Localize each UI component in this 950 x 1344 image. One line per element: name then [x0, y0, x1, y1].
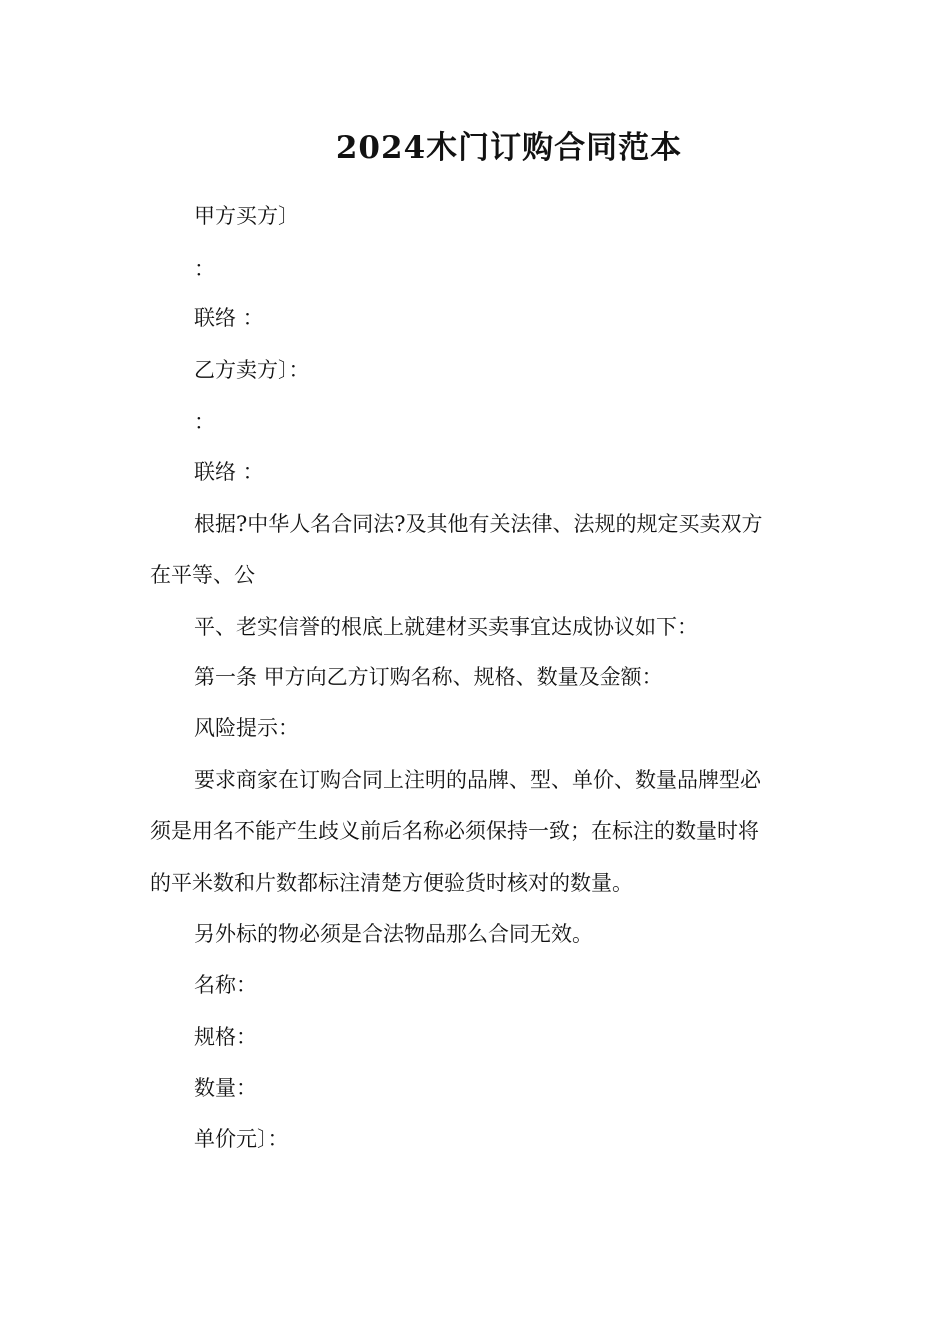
risk-notice-line-3: 的平米数和片数都标注清楚方便验货时核对的数量。: [150, 871, 633, 895]
party-b-contact-line: 联络 ：: [194, 460, 264, 484]
party-a-address-line: ：: [194, 257, 215, 281]
field-unit-price-label: 单价元〕：: [194, 1127, 289, 1151]
risk-notice-line-1: 要求商家在订购合同上注明的品牌、型、单价、数量品牌型必: [194, 768, 761, 792]
legality-note: 另外标的物必须是合法物品那么合同无效。: [194, 922, 593, 946]
party-b-address-line: ：: [194, 410, 215, 434]
preamble-line-3: 平、老实信誉的根底上就建材买卖事宜达成协议如下：: [194, 615, 698, 639]
article-one-heading: 第一条 甲方向乙方订购名称、规格、数量及金额：: [194, 665, 663, 689]
preamble-line-1: 根据?中华人名合同法?及其他有关法律、法规的规定买卖双方: [194, 512, 763, 536]
risk-notice-line-2: 须是用名不能产生歧义前后名称必须保持一致；在标注的数量时将: [150, 819, 759, 843]
party-b-seller-label: 乙方卖方〕：: [194, 358, 310, 382]
party-a-buyer-label: 甲方买方〕: [194, 204, 299, 228]
document-title: 2024木门订购合同范本: [335, 130, 683, 166]
preamble-line-2: 在平等、公: [150, 563, 255, 587]
risk-notice-heading: 风险提示：: [194, 716, 299, 740]
party-a-contact-line: 联络 ：: [194, 306, 264, 330]
field-spec-label: 规格：: [194, 1025, 257, 1049]
field-quantity-label: 数量：: [194, 1076, 257, 1100]
field-name-label: 名称：: [194, 973, 257, 997]
